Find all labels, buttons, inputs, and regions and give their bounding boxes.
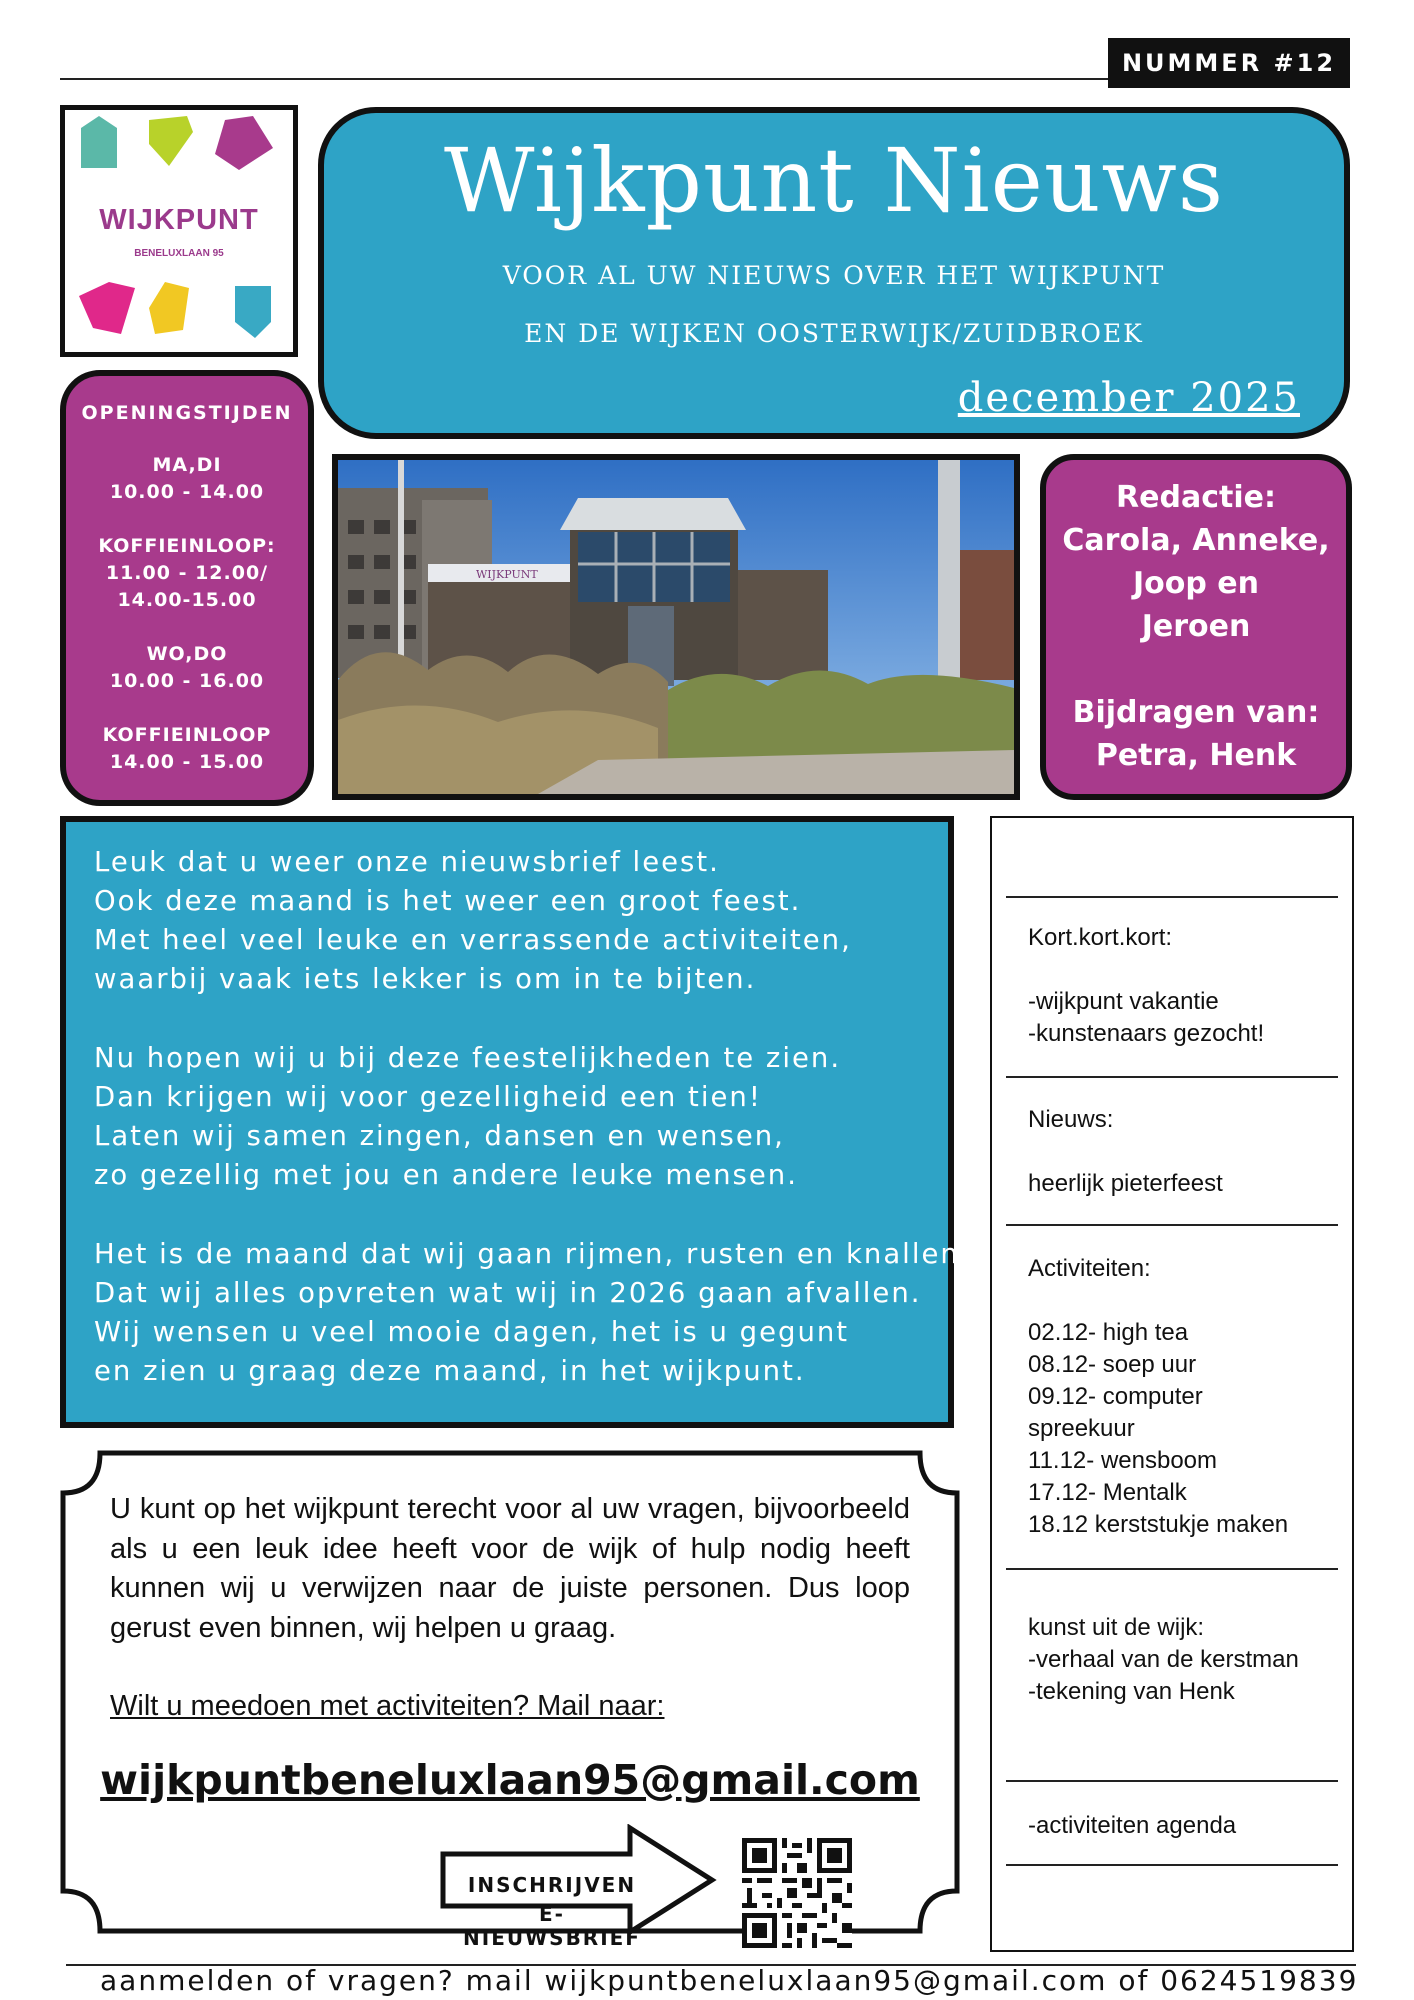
divider [1006, 1568, 1338, 1570]
editors-heading: Redactie: [1116, 480, 1276, 515]
hours-line: KOFFIEINLOOP: [98, 535, 276, 557]
kunst-item: -tekening van Henk [1028, 1678, 1235, 1705]
header-subtitle-1: VOOR AL UW NIEUWS OVER HET WIJKPUNT [502, 261, 1166, 290]
activiteiten-item: 08.12- soep uur [1028, 1351, 1197, 1378]
poem-line: en zien u graag deze maand, in het wijkpunt. [94, 1355, 806, 1387]
nieuws-item: heerlijk pieterfeest [1028, 1170, 1223, 1197]
poem-line: Nu hopen wij u bij deze feestelijkheden te zien. [94, 1042, 842, 1074]
signup-label-1[interactable]: INSCHRIJVEN [467, 1873, 637, 1897]
poem-line: Dat wij alles opvreten wat wij in 2026 gaan afvallen. [94, 1277, 922, 1309]
issue-badge: NUMMER #12 [1108, 38, 1350, 88]
poem-line: Dan krijgen wij voor gezelligheid een tien! [94, 1081, 762, 1113]
mail-label: Wilt u meedoen met activiteiten? Mail naar: [110, 1690, 665, 1722]
editors-box [1040, 454, 1352, 800]
newsletter-title: Wijkpunt Nieuws [443, 129, 1225, 232]
kort-title: Kort.kort.kort: [1028, 924, 1173, 951]
activiteiten-item: 18.12 kerststukje maken [1028, 1511, 1289, 1538]
poem-line: Ook deze maand is het weer een groot feest. [94, 885, 802, 917]
opening-hours-box [60, 370, 314, 806]
qr-code-icon[interactable] [742, 1838, 852, 1948]
divider [1006, 1076, 1338, 1078]
sidebar-contents [990, 816, 1354, 1952]
activiteiten-title: Activiteiten: [1028, 1255, 1151, 1282]
poem-line: zo gezellig met jou en andere leuke mensen. [94, 1159, 798, 1191]
editors-names: Carola, Anneke, [1062, 523, 1330, 558]
editors-names: Jeroen [1141, 609, 1251, 644]
kort-item: -wijkpunt vakantie [1028, 988, 1219, 1015]
header-banner [318, 107, 1350, 439]
hours-line: 14.00 - 15.00 [109, 751, 265, 773]
info-text: U kunt op het wijkpunt terecht voor al uw vragen, bijvoorbeeld als u een leuk idee heeft voor de wijk of hulp nodig heeft kunnen wij u verwijzen naar de juiste personen. Dus loop gerust even binnen, wij helpen u graag. [110, 1493, 910, 1644]
editors-names: Joop en [1132, 566, 1259, 601]
logo [60, 105, 298, 357]
hours-line: 14.00-15.00 [117, 589, 257, 611]
activiteiten-item: spreekuur [1028, 1415, 1135, 1442]
contact-email-link[interactable]: wijkpuntbeneluxlaan95@gmail.com [100, 1756, 920, 1804]
kunst-title: kunst uit de wijk: [1028, 1614, 1205, 1641]
poem-box [60, 816, 971, 1428]
poem-line: Het is de maand dat wij gaan rijmen, rusten en knallen. [94, 1238, 971, 1270]
activiteiten-item: 02.12- high tea [1028, 1319, 1189, 1346]
issue-date: december 2025 [957, 375, 1300, 421]
divider [1006, 1224, 1338, 1226]
activiteiten-item: 11.12- wensboom [1028, 1447, 1217, 1474]
contributors-names: Petra, Henk [1095, 738, 1297, 773]
activiteiten-item: 09.12- computer [1028, 1383, 1203, 1410]
hours-line: 10.00 - 16.00 [109, 670, 265, 692]
kort-item: -kunstenaars gezocht! [1028, 1020, 1265, 1047]
poem-line: waarbij vaak iets lekker is om in te bijten. [94, 963, 757, 995]
svg-text:WIJKPUNT: WIJKPUNT [476, 568, 538, 581]
opening-hours-title: OPENINGSTIJDEN [81, 402, 293, 424]
poem-line: Laten wij samen zingen, dansen en wensen, [94, 1120, 785, 1152]
footer-contact: aanmelden of vragen? mail wijkpuntbeneluxlaan95@gmail.com of 0624519839 [100, 1964, 1359, 1997]
kunst-item: -verhaal van de kerstman [1028, 1646, 1299, 1673]
divider [1006, 1864, 1338, 1866]
poem-line: Met heel veel leuke en verrassende activiteiten, [94, 924, 852, 956]
agenda-item: -activiteiten agenda [1028, 1812, 1237, 1839]
header-subtitle-2: EN DE WIJKEN OOSTERWIJK/ZUIDBROEK [524, 319, 1144, 348]
activiteiten-item: 17.12- Mentalk [1028, 1479, 1187, 1506]
nieuws-title: Nieuws: [1028, 1106, 1114, 1133]
contributors-heading: Bijdragen van: [1072, 695, 1320, 730]
divider [1006, 896, 1338, 898]
building-photo [332, 454, 1020, 800]
logo-address: BENELUXLAAN 95 [134, 248, 224, 259]
logo-word: WIJKPUNT [99, 204, 259, 236]
poem-line: Leuk dat u weer onze nieuwsbrief leest. [94, 846, 720, 878]
hours-line: 10.00 - 14.00 [109, 481, 265, 503]
hours-line: KOFFIEINLOOP [102, 724, 272, 746]
poem-line: Wij wensen u veel mooie dagen, het is u gegunt [94, 1316, 850, 1348]
hours-line: WO,DO [146, 643, 228, 665]
hours-line: 11.00 - 12.00/ [105, 562, 269, 584]
hours-line: MA,DI [152, 454, 222, 476]
signup-label-2[interactable]: E-NIEUWSBRIEF [463, 1902, 641, 1950]
divider [1006, 1780, 1338, 1782]
